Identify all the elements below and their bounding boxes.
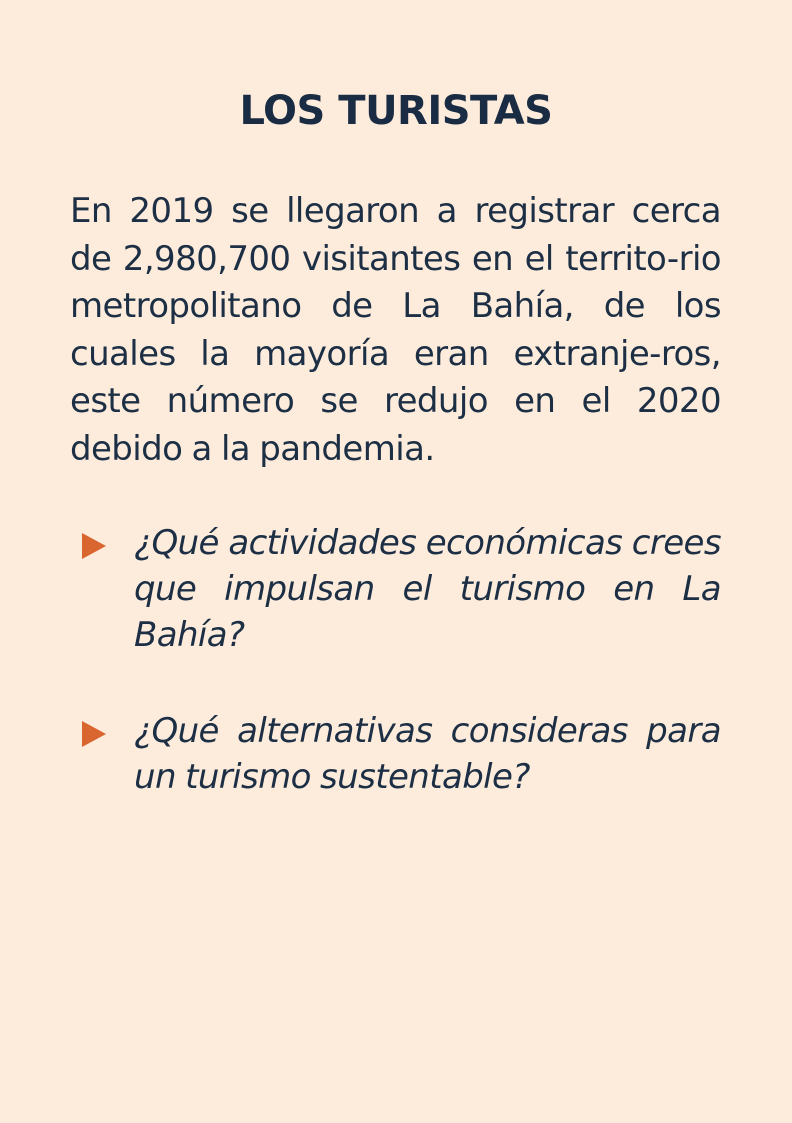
intro-paragraph — [70, 188, 721, 473]
question-item — [70, 520, 721, 658]
intro-line: ros, este número se redujo en el — [70, 333, 721, 421]
question-item — [70, 708, 721, 800]
question-text: ¿Qué alternativas consideras para un turismo sustentable? — [134, 711, 721, 797]
page-title: LOS TURISTAS — [239, 88, 553, 134]
intro-line: 2020 debido a la pandemia. — [70, 381, 721, 469]
intro-line: En 2019 se llegaron a registrar cerca — [70, 191, 721, 231]
question-text: ¿Qué actividades económicas crees que impulsan el turismo en La Bahía? — [134, 523, 721, 655]
triangle-bullet-icon — [82, 533, 106, 559]
triangle-bullet-icon — [82, 721, 106, 747]
intro-line: los cuales la mayoría eran extranje- — [70, 286, 721, 374]
intro-line: de 2,980,700 visitantes en el territo- — [70, 238, 679, 279]
intro-line: rio metropolitano de La Bahía, de — [70, 238, 721, 326]
